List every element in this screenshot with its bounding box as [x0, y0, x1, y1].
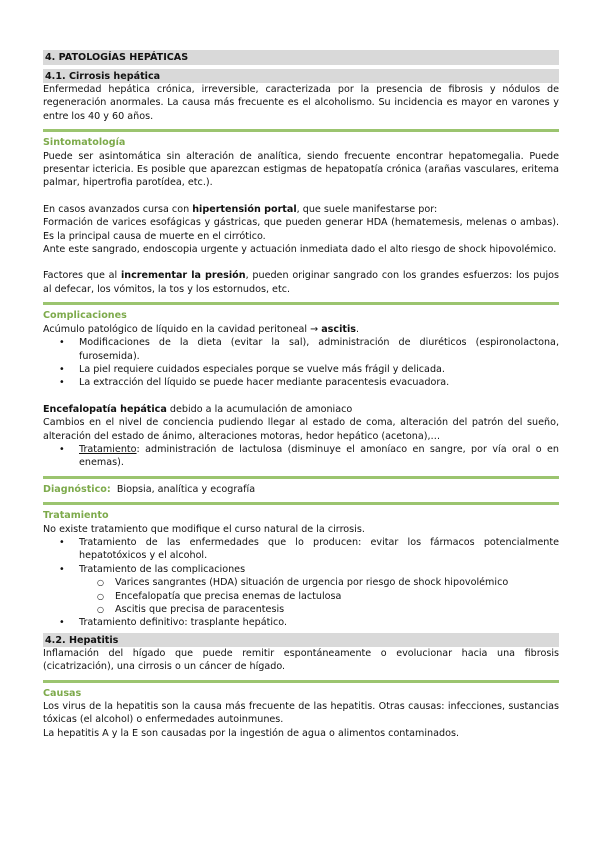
sintomatologia-paragraph-3: Formación de varices esofágicas y gástricas, que pueden generar HDA (hematemesis, melenas o ambas). Es la principal causa de muerte en el cirrótico.: [43, 217, 559, 242]
sintomatologia-paragraph-5: Factores que al incrementar la presión, pueden originar sangrado con los grandes esfuerzos: los pujos al defecar, los vómitos, la tos y los estornudos, etc.: [43, 270, 559, 295]
list-item: • Modificaciones de la dieta (evitar la sal), administración de diuréticos (espironolactona, furosemida).: [59, 337, 559, 362]
list-item: • Tratamiento definitivo: trasplante hepático.: [59, 617, 288, 629]
causas-paragraph-2: La hepatitis A y la E son causadas por la ingestión de agua o alimentos contaminados.: [43, 727, 460, 739]
green-divider: [43, 302, 559, 305]
diagnostico-heading: Diagnóstico:: [43, 483, 111, 495]
ascitis-list: [43, 336, 559, 390]
tratamiento-heading: Tratamiento: [43, 510, 109, 522]
sub-list-item: ○ Varices sangrantes (HDA) situación de urgencia por riesgo de shock hipovolémico: [97, 577, 509, 589]
sub-list-item: ○ Encefalopatía que precisa enemas de lactulosa: [97, 590, 342, 602]
section-heading: 4. PATOLOGÍAS HEPÁTICAS: [43, 50, 559, 65]
ascitis-line: Acúmulo patológico de líquido en la cavidad peritoneal → ascitis.: [43, 323, 360, 335]
cirrosis-heading: 4.1. Cirrosis hepática: [43, 69, 559, 83]
tratamiento-list: [43, 536, 559, 630]
incrementar-presion-bold: incrementar la presión: [121, 270, 246, 282]
sintomatologia-heading: Sintomatología: [43, 137, 126, 149]
diagnostico-text: Biopsia, analítica y ecografía: [116, 483, 256, 495]
hepatitis-intro: Inflamación del hígado que puede remitir espontáneamente o evolucionar hacia una fibrosis (cicatrización), una cirrosis o un cáncer de hígado.: [43, 647, 559, 673]
sintomatologia-paragraph-2: En casos avanzados cursa con hipertensión portal, que suele manifestarse por:: [43, 203, 438, 215]
hepatitis-heading: 4.2. Hepatitis: [43, 633, 559, 647]
encefalopatia-bold: Encefalopatía hepática: [43, 403, 167, 415]
complicaciones-heading: Complicaciones: [43, 310, 127, 322]
ascitis-bold: ascitis: [321, 323, 356, 335]
causas-paragraph-1: Los virus de la hepatitis son la causa más frecuente de las hepatitis. Otras causas: infecciones, sustancias tóxicas (el alcohol) o enfermedades autoinmunes.: [43, 701, 559, 726]
list-item: • Tratamiento de las enfermedades que lo producen: evitar los fármacos potencialmente hepatotóxicos y el alcohol.: [59, 536, 559, 562]
list-item: • La piel requiere cuidados especiales porque se vuelve más frágil y delicada.: [59, 363, 445, 375]
green-divider: [43, 680, 559, 683]
encefalopatia-list: [43, 443, 559, 470]
list-item: • Tratamiento de las complicaciones: [59, 563, 246, 575]
tratamiento-intro: No existe tratamiento que modifique el curso natural de la cirrosis.: [43, 523, 365, 535]
encefalopatia-line: Encefalopatía hepática debido a la acumulación de amoniaco: [43, 403, 353, 415]
encefalopatia-paragraph: Cambios en el nivel de conciencia pudiendo llegar al estado de coma, alteración del patrón del sueño, alteración del estado de ánimo, alteraciones motoras, hedor hepático (acetona),…: [43, 417, 559, 442]
hipertension-portal-bold: hipertensión portal: [192, 203, 297, 215]
diagnostico-line: [43, 483, 559, 496]
tratamiento-underlined: Tratamiento: [79, 443, 137, 455]
green-divider: [43, 476, 559, 479]
document-page: [43, 50, 559, 740]
causas-heading: Causas: [43, 687, 82, 699]
list-item: • Tratamiento: administración de lactulosa (disminuye el amoníaco en sangre, por vía oral o en enemas).: [59, 443, 559, 469]
green-divider: [43, 502, 559, 505]
cirrosis-intro: Enfermedad hepática crónica, irreversible, caracterizada por la presencia de fibrosis y nódulos de regeneración anormales. La causa más frecuente es el alcoholismo. Su incidencia es mayor en varones y entre los 40 y 60 años.: [43, 84, 559, 122]
list-item: • La extracción del líquido se puede hacer mediante paracentesis evacuadora.: [59, 377, 450, 389]
sintomatologia-paragraph-1: Puede ser asintomática sin alteración de analítica, siendo frecuente encontrar hepatomegalia. Puede presentar ictericia. Es posible que aparezcan estigmas de hepatopatía crónica (arañas vasculares, eritema palmar, hipertrofia parotídea, etc.).: [43, 150, 559, 189]
sub-list-item: ○ Ascitis que precisa de paracentesis: [97, 604, 285, 615]
green-divider: [43, 129, 559, 132]
sintomatologia-paragraph-4: Ante este sangrado, endoscopia urgente y actuación inmediata dado el alto riesgo de shock hipovolémico.: [43, 244, 557, 256]
